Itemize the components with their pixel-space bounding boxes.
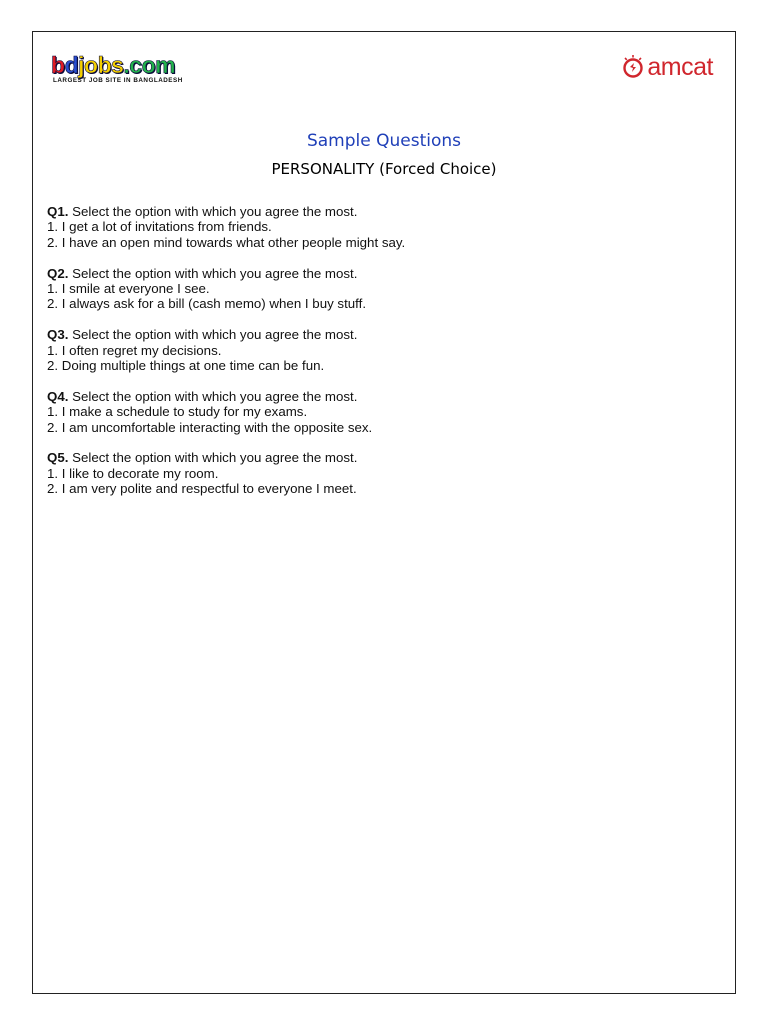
question-prompt: Select the option with which you agree the most.: [72, 204, 358, 219]
amcat-wordmark: amcat: [647, 53, 713, 81]
question-prompt: Select the option with which you agree the most.: [72, 450, 358, 466]
question-number: Q1.: [47, 204, 69, 219]
question-prompt: Select the option with which you agree the most.: [72, 327, 358, 343]
bdjobs-wordmark: bdjobs.com: [51, 52, 176, 78]
option-1: 1. I like to decorate my room.: [47, 465, 219, 481]
question-prompt: Select the option with which you agree the most.: [72, 265, 358, 281]
option-2: 2. I am very polite and respectful to everyone I meet.: [47, 481, 357, 497]
page-title: Sample Questions: [306, 131, 462, 151]
option-2: 2. I always ask for a bill (cash memo) when I buy stuff.: [47, 296, 367, 312]
option-2: 2. I am uncomfortable interacting with the opposite sex.: [47, 419, 373, 435]
question-prompt: Select the option with which you agree the most.: [72, 388, 358, 404]
question-list: [47, 204, 707, 512]
question-1: [47, 204, 707, 250]
page-subtitle: PERSONALITY (Forced Choice): [271, 160, 497, 178]
document-page: [32, 31, 736, 994]
amcat-logo: [621, 54, 713, 80]
question-number: Q5.: [47, 450, 69, 466]
question-number: Q2.: [47, 265, 69, 281]
bdjobs-tagline: LARGEST JOB SITE IN BANGLADESH: [53, 77, 183, 84]
option-1: 1. I often regret my decisions.: [47, 342, 222, 358]
question-number: Q3.: [47, 327, 69, 343]
option-2: 2. I have an open mind towards what other people might say.: [47, 234, 406, 250]
question-3: [47, 327, 707, 373]
option-1: 1. I make a schedule to study for my exams.: [47, 404, 308, 420]
option-1: 1. I smile at everyone I see.: [47, 281, 210, 297]
option-1: 1. I get a lot of invitations from friends.: [47, 219, 272, 235]
question-2: [47, 266, 707, 312]
lightbulb-icon: [621, 54, 645, 80]
question-number: Q4.: [47, 388, 69, 404]
option-2: 2. Doing multiple things at one time can be fun.: [47, 358, 325, 374]
question-5: [47, 450, 707, 496]
bdjobs-logo: [51, 54, 183, 84]
question-4: [47, 389, 707, 435]
